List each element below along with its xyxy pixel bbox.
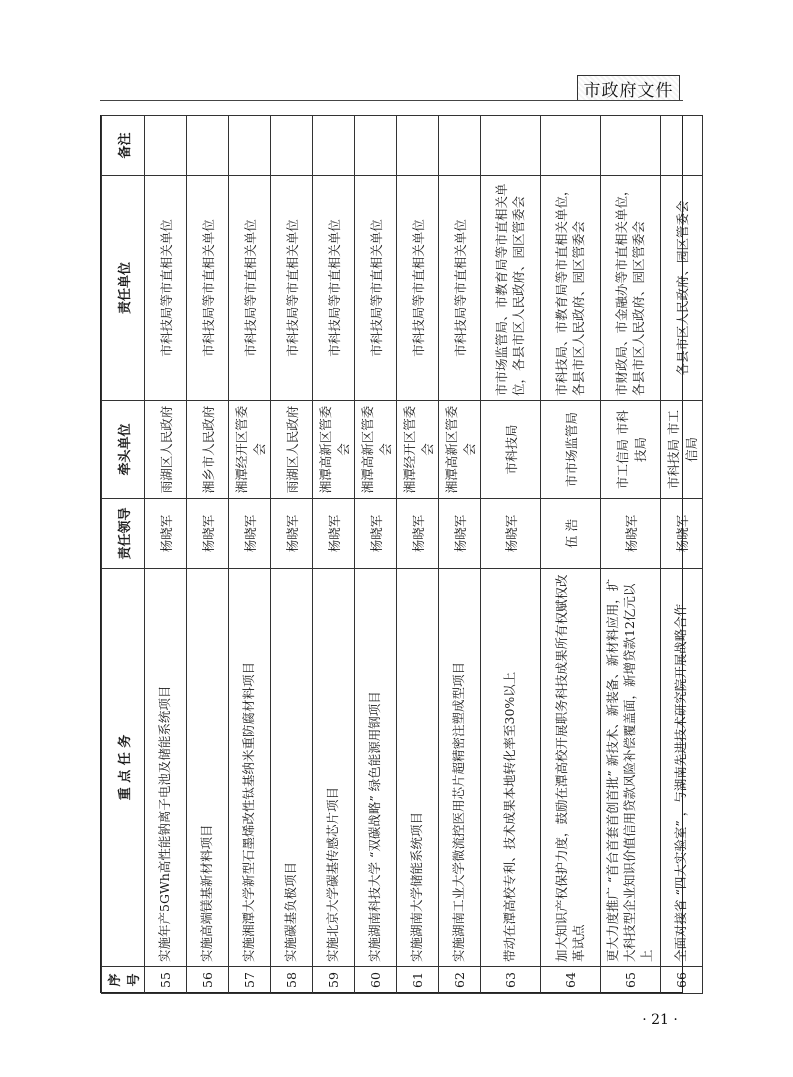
header-resp-unit: 责任单位 xyxy=(102,176,145,401)
cell-resp-unit: 市科技局等市直相关单位 xyxy=(313,176,355,401)
cell-resp-unit: 市科技局、市教育局等市直相关单位，各县市区人民政府、园区管委会 xyxy=(541,176,601,401)
cell-resp-unit: 市科技局等市直相关单位 xyxy=(229,176,271,401)
cell-lead-unit: 雨湖区人民政府 xyxy=(145,401,187,499)
cell-lead-unit: 湘潭经开区管委会 xyxy=(397,401,439,499)
cell-leader: 杨晓军 xyxy=(481,499,541,569)
table-row xyxy=(355,116,397,994)
cell-lead-unit: 湘潭高新区管委会 xyxy=(355,401,397,499)
header-leader: 责任领导 xyxy=(102,499,145,569)
table-row xyxy=(229,116,271,994)
header-remark: 备注 xyxy=(102,116,145,176)
cell-task: 实施湖南大学储能系统项目 xyxy=(397,569,439,967)
table-row xyxy=(313,116,355,994)
cell-index: 60 xyxy=(355,967,397,994)
cell-lead-unit: 雨湖区人民政府 xyxy=(271,401,313,499)
table-row xyxy=(145,116,187,994)
cell-remark xyxy=(187,116,229,176)
cell-task: 实施湘潭大学新型石墨烯改性钛基纳米重防腐材料项目 xyxy=(229,569,271,967)
header-rule xyxy=(100,100,683,101)
cell-index: 58 xyxy=(271,967,313,994)
table-row xyxy=(481,116,541,994)
cell-lead-unit: 市市场监管局 xyxy=(541,401,601,499)
cell-remark xyxy=(481,116,541,176)
cell-remark xyxy=(397,116,439,176)
cell-leader: 杨晓军 xyxy=(271,499,313,569)
task-table-frame xyxy=(100,115,699,993)
cell-leader: 杨晓军 xyxy=(397,499,439,569)
cell-lead-unit: 湘潭经开区管委会 xyxy=(229,401,271,499)
cell-remark xyxy=(271,116,313,176)
cell-task: 全面对接省 “四大实验室” ，与湖南先进技术研究院开展战略合作 xyxy=(661,569,703,967)
cell-leader: 杨晓军 xyxy=(187,499,229,569)
cell-resp-unit: 市财政局、市金融办等市直相关单位，各县市区人民政府、园区管委会 xyxy=(601,176,661,401)
cell-lead-unit: 市科技局 xyxy=(481,401,541,499)
cell-task: 实施年产5GWh高性能钠离子电池及储能系统项目 xyxy=(145,569,187,967)
cell-index: 66 xyxy=(661,967,703,994)
cell-resp-unit: 市科技局等市直相关单位 xyxy=(271,176,313,401)
cell-task: 加大知识产权保护力度，鼓励在潭高校开展职务科技成果所有权赋权改革试点 xyxy=(541,569,601,967)
document-header-label: 市政府文件 xyxy=(577,75,680,101)
cell-index: 59 xyxy=(313,967,355,994)
cell-index: 65 xyxy=(601,967,661,994)
header-lead-unit: 牵头单位 xyxy=(102,401,145,499)
cell-leader: 杨晓军 xyxy=(313,499,355,569)
cell-task: 实施高端镁基新材料项目 xyxy=(187,569,229,967)
cell-leader: 杨晓军 xyxy=(601,499,661,569)
task-table xyxy=(101,115,703,994)
cell-resp-unit: 各县市区人民政府、园区管委会 xyxy=(661,176,703,401)
cell-resp-unit: 市科技局等市直相关单位 xyxy=(355,176,397,401)
cell-task: 实施北京大学碳基传感芯片项目 xyxy=(313,569,355,967)
cell-leader: 杨晓军 xyxy=(229,499,271,569)
cell-lead-unit: 湘潭高新区管委会 xyxy=(313,401,355,499)
table-row xyxy=(601,116,661,994)
cell-remark xyxy=(313,116,355,176)
table-row xyxy=(541,116,601,994)
cell-remark xyxy=(541,116,601,176)
cell-task: 实施湖南工业大学微流控医用芯片超精密注塑成型项目 xyxy=(439,569,481,967)
cell-lead-unit: 市科技局 市工信局 xyxy=(661,401,703,499)
cell-lead-unit: 市工信局 市科技局 xyxy=(601,401,661,499)
table-row xyxy=(397,116,439,994)
cell-resp-unit: 市科技局等市直相关单位 xyxy=(145,176,187,401)
cell-leader: 杨晓军 xyxy=(439,499,481,569)
cell-resp-unit: 市科技局等市直相关单位 xyxy=(187,176,229,401)
cell-remark xyxy=(229,116,271,176)
cell-index: 64 xyxy=(541,967,601,994)
cell-resp-unit: 市科技局等市直相关单位 xyxy=(397,176,439,401)
cell-resp-unit: 市科技局等市直相关单位 xyxy=(439,176,481,401)
cell-remark xyxy=(439,116,481,176)
cell-task: 实施碳基负极项目 xyxy=(271,569,313,967)
table-row xyxy=(187,116,229,994)
header-index: 序号 xyxy=(102,967,145,994)
cell-index: 61 xyxy=(397,967,439,994)
cell-task: 更大力度推广 “首台首套首创首批” 新技术、新装备、新材料应用，扩大科技型企业知识价值信用贷款风险补偿覆盖面，新增贷款12亿元以上 xyxy=(601,569,661,967)
cell-resp-unit: 市市场监管局、市教育局等市直相关单位，各县市区人民政府、园区管委会 xyxy=(481,176,541,401)
cell-remark xyxy=(661,116,703,176)
cell-task: 实施湖南科技大学 “双碳战略” 绿色能源用钢项目 xyxy=(355,569,397,967)
cell-leader: 杨晓军 xyxy=(355,499,397,569)
table-row xyxy=(661,116,703,994)
cell-index: 57 xyxy=(229,967,271,994)
cell-remark xyxy=(355,116,397,176)
table-row xyxy=(271,116,313,994)
cell-lead-unit: 湘潭高新区管委会 xyxy=(439,401,481,499)
cell-index: 56 xyxy=(187,967,229,994)
table-row xyxy=(439,116,481,994)
cell-lead-unit: 湘乡市人民政府 xyxy=(187,401,229,499)
rotated-table-container xyxy=(101,116,699,994)
cell-remark xyxy=(601,116,661,176)
cell-leader: 杨晓军 xyxy=(145,499,187,569)
cell-remark xyxy=(145,116,187,176)
cell-index: 55 xyxy=(145,967,187,994)
cell-index: 62 xyxy=(439,967,481,994)
cell-task: 带动在潭高校专利、技术成果本地转化率至30%以上 xyxy=(481,569,541,967)
table-header-row xyxy=(102,116,145,994)
cell-index: 63 xyxy=(481,967,541,994)
header-task: 重 点 任 务 xyxy=(102,569,145,967)
page-number: · 21 · xyxy=(642,1012,678,1028)
cell-leader: 伍 浩 xyxy=(541,499,601,569)
cell-leader: 杨晓军 xyxy=(661,499,703,569)
